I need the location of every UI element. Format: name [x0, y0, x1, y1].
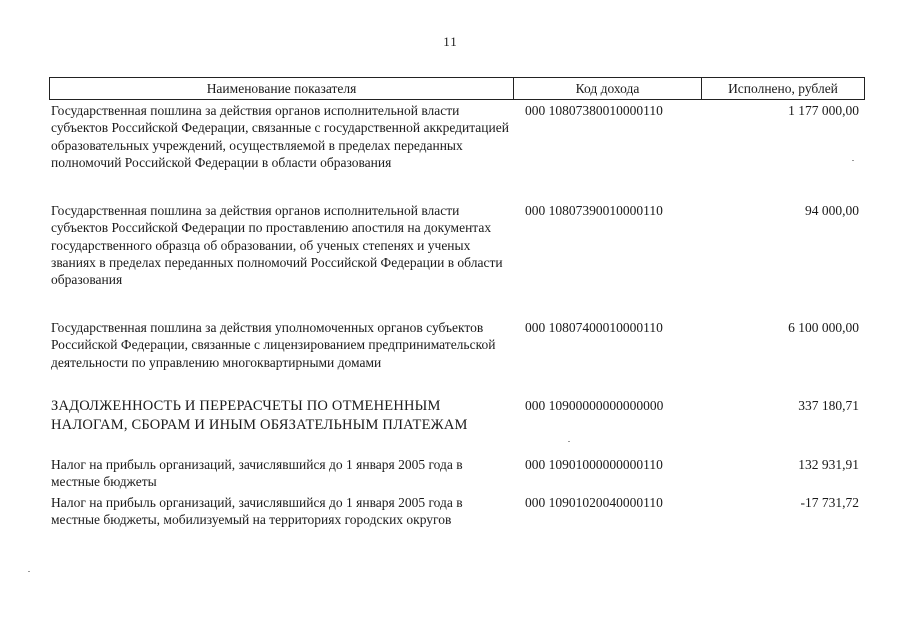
header-code: Код дохода — [514, 78, 702, 99]
row-code: 000 10901000000000110 — [525, 457, 663, 472]
row-code: 000 10807400010000110 — [525, 320, 663, 335]
row-name: Налог на прибыль организаций, зачислявшийся до 1 января 2005 года в местные бюджеты, мобилизуемый на территориях городских округов — [51, 495, 463, 528]
header-amount: Исполнено, рублей — [728, 80, 838, 96]
row-name: Государственная пошлина за действия органов исполнительной власти субъектов Российской Федерации, связанные с государственной аккредитацией образовательных учреждений, осуществляемой в пределах переданных полномочий Российской Федерации в области образования — [51, 103, 509, 170]
scan-speck — [852, 160, 854, 161]
row-code: 000 10807380010000110 — [525, 103, 663, 118]
row-amount: 337 180,71 — [798, 398, 859, 413]
row-code: 000 10900000000000000 — [525, 398, 664, 413]
scan-speck — [568, 441, 570, 442]
row-amount: 6 100 000,00 — [788, 320, 859, 335]
row-amount: 132 931,91 — [798, 457, 859, 472]
page-number: 11 — [443, 34, 458, 49]
table-header — [49, 77, 865, 100]
row-amount: -17 731,72 — [800, 495, 859, 510]
row-code: 000 10901020040000110 — [525, 495, 663, 510]
header-name: Наименование показателя — [50, 78, 514, 99]
row-name: Государственная пошлина за действия органов исполнительной власти субъектов Российской Федерации по проставлению апостиля на документах государственного образца об образовании, об ученых степенях и ученых званиях в пределах переданных полномочий Российской Федерации в области образования — [51, 203, 503, 288]
row-name: Налог на прибыль организаций, зачислявшийся до 1 января 2005 года в местные бюджеты — [51, 457, 463, 490]
scan-speck — [28, 571, 30, 572]
row-amount: 1 177 000,00 — [788, 103, 859, 118]
row-amount: 94 000,00 — [805, 203, 859, 218]
row-code: 000 10807390010000110 — [525, 203, 663, 218]
row-name: Государственная пошлина за действия уполномоченных органов субъектов Российской Федерации, связанные с лицензированием предпринимательской деятельности по управлению многоквартирными домами — [51, 320, 496, 370]
row-name: ЗАДОЛЖЕННОСТЬ И ПЕРЕРАСЧЕТЫ ПО ОТМЕНЕННЫМ НАЛОГАМ, СБОРАМ И ИНЫМ ОБЯЗАТЕЛЬНЫМ ПЛАТЕЖАМ — [51, 398, 468, 433]
